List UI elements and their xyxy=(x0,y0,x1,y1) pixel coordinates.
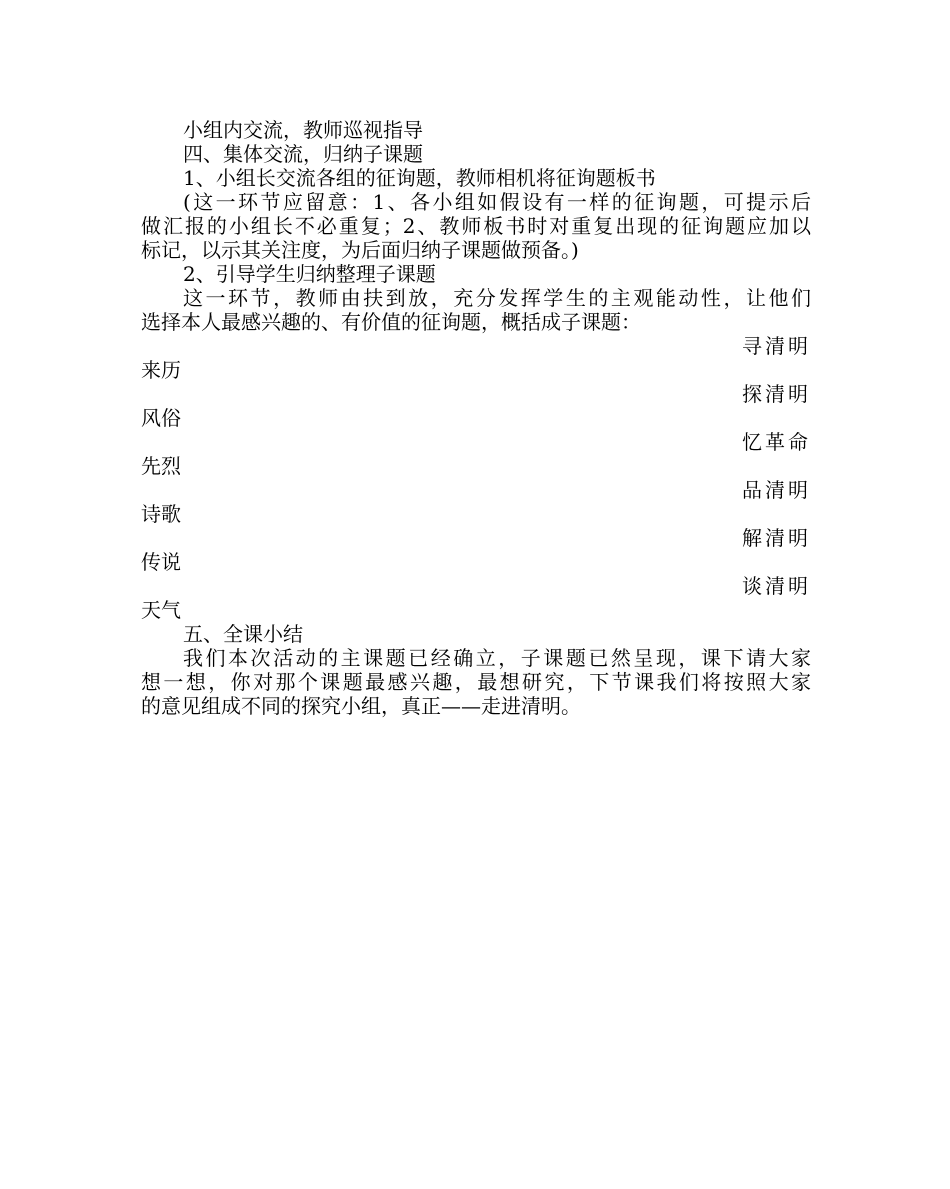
subtopic-title: 探清明 xyxy=(742,382,811,406)
paragraph-line: 的意见组成不同的探究小组，真正——走进清明。 xyxy=(141,694,581,718)
paragraph-line: 选择本人最感兴趣的、有价值的征询题，概括成子课题： xyxy=(141,310,641,334)
subtopic-suffix: 天气 xyxy=(141,598,181,622)
paragraph-line: 小组内交流，教师巡视指导 xyxy=(183,118,423,142)
paragraph-line: 想一想，你对那个课题最感兴趣，最想研究，下节课我们将按照大家 xyxy=(141,670,811,694)
subtopic-title: 忆革命 xyxy=(742,430,811,454)
paragraph-line: 标记，以示其关注度，为后面归纳子课题做预备。) xyxy=(141,238,579,262)
paragraph-line: 做汇报的小组长不必重复；2、教师板书时对重复出现的征询题应加以 xyxy=(141,214,811,238)
subtopic-suffix: 诗歌 xyxy=(141,502,181,526)
section-heading: 四、集体交流，归纳子课题 xyxy=(183,142,423,166)
subtopic-suffix: 传说 xyxy=(141,550,181,574)
paragraph-line: 2、引导学生归纳整理子课题 xyxy=(183,262,436,286)
paragraph-line: (这一环节应留意：1、各小组如假设有一样的征询题，可提示后 xyxy=(183,190,811,214)
subtopic-title: 品清明 xyxy=(742,478,811,502)
section-heading: 五、全课小结 xyxy=(183,622,303,646)
subtopic-suffix: 来历 xyxy=(141,358,181,382)
document-body xyxy=(141,118,811,718)
paragraph-line: 1、小组长交流各组的征询题，教师相机将征询题板书 xyxy=(183,166,656,190)
paragraph-line: 这一环节，教师由扶到放，充分发挥学生的主观能动性，让他们 xyxy=(183,286,811,310)
subtopic-title: 解清明 xyxy=(742,526,811,550)
paragraph-line: 我们本次活动的主课题已经确立，子课题已然呈现，课下请大家 xyxy=(183,646,811,670)
subtopic-title: 寻清明 xyxy=(742,334,811,358)
subtopic-suffix: 风俗 xyxy=(141,406,181,430)
subtopic-suffix: 先烈 xyxy=(141,454,181,478)
subtopic-title: 谈清明 xyxy=(742,574,811,598)
